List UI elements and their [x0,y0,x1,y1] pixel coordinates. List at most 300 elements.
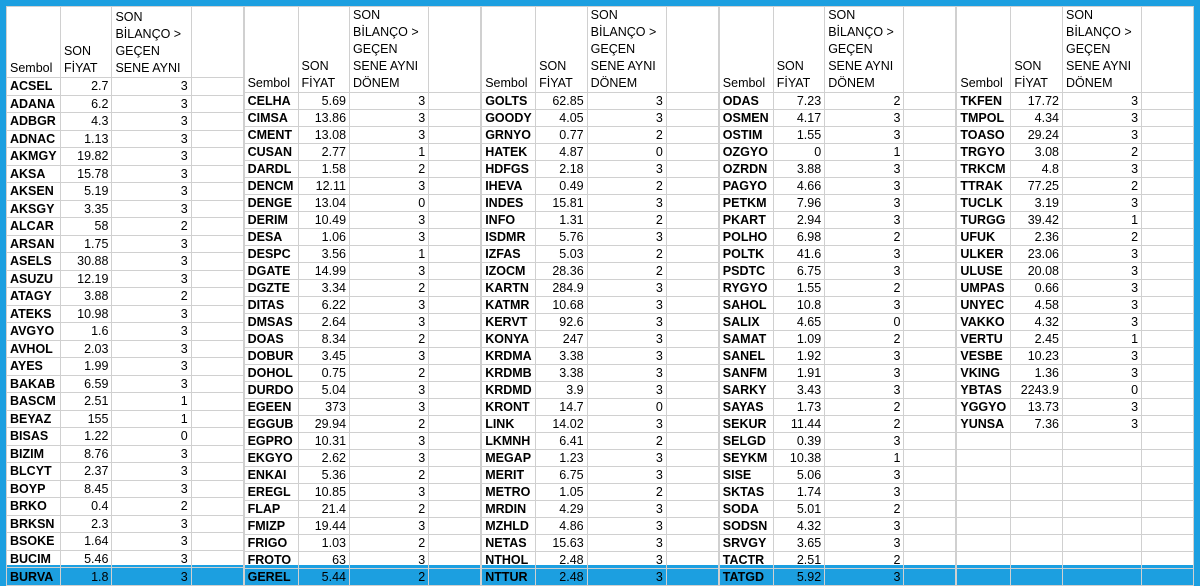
price-cell[interactable]: 10.68 [536,297,587,314]
price-cell[interactable]: 3.45 [298,348,349,365]
score-cell[interactable]: 3 [825,433,904,450]
symbol-cell[interactable]: ARSAN [7,235,61,253]
score-cell[interactable]: 2 [1062,144,1141,161]
price-cell[interactable]: 63 [298,552,349,569]
price-cell[interactable]: 41.6 [773,246,824,263]
symbol-cell[interactable]: CMENT [244,127,298,144]
score-cell[interactable]: 3 [825,297,904,314]
score-cell[interactable]: 2 [350,280,429,297]
score-cell[interactable]: 0 [587,144,666,161]
score-cell[interactable]: 3 [1062,297,1141,314]
score-cell[interactable] [1062,467,1141,484]
empty-cell[interactable] [666,195,718,212]
symbol-cell[interactable]: BRKO [7,498,61,516]
empty-cell[interactable] [904,450,956,467]
score-cell[interactable]: 2 [350,535,429,552]
score-cell[interactable]: 3 [350,297,429,314]
score-cell[interactable]: 2 [825,93,904,110]
empty-cell[interactable] [666,348,718,365]
empty-cell[interactable] [191,270,243,288]
symbol-cell[interactable]: BLCYT [7,463,61,481]
price-cell[interactable]: 10.8 [773,297,824,314]
price-cell[interactable]: 10.31 [298,433,349,450]
symbol-cell[interactable]: BRKSN [7,515,61,533]
price-cell[interactable]: 2.3 [60,515,111,533]
price-cell[interactable]: 2.45 [1011,331,1063,348]
empty-cell[interactable] [1142,246,1194,263]
symbol-cell[interactable]: KATMR [482,297,536,314]
price-cell[interactable]: 2.7 [60,78,111,96]
score-cell[interactable]: 3 [350,212,429,229]
price-cell[interactable]: 1.31 [536,212,587,229]
empty-cell[interactable] [1142,484,1194,501]
symbol-cell[interactable]: CIMSA [244,110,298,127]
score-cell[interactable]: 3 [1062,314,1141,331]
score-cell[interactable]: 3 [587,195,666,212]
symbol-cell[interactable]: SELGD [719,433,773,450]
symbol-cell[interactable]: SRVGY [719,535,773,552]
empty-cell[interactable] [904,93,956,110]
price-cell[interactable] [1011,501,1063,518]
price-cell[interactable]: 8.34 [298,331,349,348]
price-cell[interactable] [1011,552,1063,569]
symbol-cell[interactable]: DENCM [244,178,298,195]
symbol-cell[interactable]: KERVT [482,314,536,331]
empty-cell[interactable] [191,463,243,481]
empty-cell[interactable] [1142,569,1194,586]
symbol-cell[interactable]: GOLTS [482,93,536,110]
empty-cell[interactable] [666,365,718,382]
price-cell[interactable]: 58 [60,218,111,236]
symbol-cell[interactable]: OSTIM [719,127,773,144]
symbol-header[interactable]: Sembol [244,7,298,93]
symbol-cell[interactable]: HATEK [482,144,536,161]
score-cell[interactable]: 3 [350,433,429,450]
empty-cell[interactable] [666,467,718,484]
empty-cell[interactable] [904,518,956,535]
symbol-cell[interactable]: TMPOL [957,110,1011,127]
empty-cell[interactable] [666,501,718,518]
empty-cell[interactable] [1142,263,1194,280]
empty-cell[interactable] [1142,552,1194,569]
empty-cell[interactable] [1142,212,1194,229]
empty-cell[interactable] [1142,110,1194,127]
score-cell[interactable]: 1 [350,144,429,161]
symbol-cell[interactable]: OZRDN [719,161,773,178]
symbol-cell[interactable]: ATEKS [7,305,61,323]
empty-cell[interactable] [904,263,956,280]
symbol-cell[interactable]: OSMEN [719,110,773,127]
price-cell[interactable] [1011,569,1063,586]
empty-cell[interactable] [429,501,481,518]
empty-cell[interactable] [191,533,243,551]
score-cell[interactable]: 3 [1062,110,1141,127]
price-cell[interactable] [1011,433,1063,450]
empty-cell[interactable] [191,253,243,271]
price-cell[interactable]: 2.64 [298,314,349,331]
empty-cell[interactable] [1142,7,1194,93]
price-cell[interactable]: 14.99 [298,263,349,280]
score-cell[interactable]: 3 [1062,161,1141,178]
price-cell[interactable]: 4.05 [536,110,587,127]
price-cell[interactable]: 3.88 [773,161,824,178]
score-cell[interactable]: 3 [587,229,666,246]
score-cell[interactable]: 2 [587,246,666,263]
symbol-cell[interactable]: TUCLK [957,195,1011,212]
empty-cell[interactable] [429,246,481,263]
empty-cell[interactable] [666,416,718,433]
empty-cell[interactable] [1142,195,1194,212]
price-cell[interactable]: 2.36 [1011,229,1063,246]
score-cell[interactable]: 3 [1062,365,1141,382]
price-cell[interactable]: 3.9 [536,382,587,399]
score-cell[interactable]: 3 [350,314,429,331]
score-cell[interactable]: 0 [1062,382,1141,399]
empty-cell[interactable] [666,450,718,467]
symbol-cell[interactable]: AYES [7,358,61,376]
price-cell[interactable]: 2.37 [60,463,111,481]
empty-cell[interactable] [1142,433,1194,450]
score-cell[interactable]: 3 [112,340,191,358]
price-cell[interactable]: 5.69 [298,93,349,110]
price-cell[interactable]: 4.8 [1011,161,1063,178]
symbol-cell[interactable]: AKMGY [7,148,61,166]
price-cell[interactable]: 373 [298,399,349,416]
symbol-cell[interactable]: YBTAS [957,382,1011,399]
symbol-cell[interactable]: ASUZU [7,270,61,288]
price-cell[interactable]: 8.76 [60,445,111,463]
price-cell[interactable]: 1.73 [773,399,824,416]
price-cell[interactable]: 10.85 [298,484,349,501]
score-cell[interactable]: 3 [112,200,191,218]
empty-cell[interactable] [1142,297,1194,314]
price-cell[interactable]: 15.63 [536,535,587,552]
symbol-cell[interactable]: KARTN [482,280,536,297]
empty-cell[interactable] [904,144,956,161]
empty-cell[interactable] [429,365,481,382]
empty-cell[interactable] [429,195,481,212]
empty-cell[interactable] [429,127,481,144]
price-cell[interactable]: 8.45 [60,480,111,498]
symbol-cell[interactable]: GOODY [482,110,536,127]
symbol-cell[interactable]: EREGL [244,484,298,501]
comparison-header[interactable]: SON BİLANÇO > GEÇEN SENE AYNI DÖNEM [1062,7,1141,93]
empty-cell[interactable] [666,518,718,535]
symbol-cell[interactable]: MZHLD [482,518,536,535]
symbol-cell[interactable]: TACTR [719,552,773,569]
empty-cell[interactable] [1142,382,1194,399]
price-cell[interactable]: 92.6 [536,314,587,331]
symbol-cell[interactable]: DARDL [244,161,298,178]
score-cell[interactable]: 2 [350,416,429,433]
score-cell[interactable]: 3 [587,110,666,127]
empty-cell[interactable] [429,297,481,314]
price-cell[interactable]: 13.86 [298,110,349,127]
symbol-cell[interactable]: PSDTC [719,263,773,280]
symbol-cell[interactable]: BEYAZ [7,410,61,428]
score-cell[interactable]: 2 [1062,178,1141,195]
score-cell[interactable]: 3 [112,78,191,96]
symbol-cell[interactable]: LINK [482,416,536,433]
price-cell[interactable]: 19.44 [298,518,349,535]
empty-cell[interactable] [429,263,481,280]
symbol-cell[interactable]: DERIM [244,212,298,229]
empty-cell[interactable] [429,535,481,552]
score-cell[interactable]: 2 [1062,229,1141,246]
symbol-cell[interactable]: SAMAT [719,331,773,348]
symbol-cell[interactable]: BIZIM [7,445,61,463]
score-cell[interactable]: 3 [1062,127,1141,144]
price-header[interactable]: SON FİYAT [298,7,349,93]
empty-cell[interactable] [191,78,243,96]
score-cell[interactable]: 2 [587,433,666,450]
price-cell[interactable]: 17.72 [1011,93,1063,110]
price-header[interactable]: SON FİYAT [536,7,587,93]
symbol-cell[interactable]: ODAS [719,93,773,110]
score-cell[interactable]: 0 [112,428,191,446]
symbol-cell[interactable]: INFO [482,212,536,229]
symbol-cell[interactable]: KRDMA [482,348,536,365]
score-cell[interactable]: 2 [112,288,191,306]
symbol-cell[interactable]: SANFM [719,365,773,382]
score-cell[interactable]: 2 [587,178,666,195]
score-cell[interactable]: 3 [350,399,429,416]
price-cell[interactable]: 1.13 [60,130,111,148]
price-cell[interactable]: 4.29 [536,501,587,518]
empty-cell[interactable] [904,161,956,178]
symbol-cell[interactable]: SKTAS [719,484,773,501]
score-cell[interactable]: 0 [825,314,904,331]
symbol-cell[interactable]: ATAGY [7,288,61,306]
price-cell[interactable]: 1.05 [536,484,587,501]
price-cell[interactable]: 29.24 [1011,127,1063,144]
score-cell[interactable]: 3 [825,110,904,127]
empty-cell[interactable] [666,144,718,161]
empty-cell[interactable] [904,212,956,229]
empty-cell[interactable] [429,93,481,110]
symbol-cell[interactable]: FRIGO [244,535,298,552]
price-cell[interactable]: 2.62 [298,450,349,467]
score-cell[interactable]: 3 [112,550,191,568]
score-cell[interactable]: 3 [587,450,666,467]
price-cell[interactable]: 6.41 [536,433,587,450]
empty-cell[interactable] [1142,93,1194,110]
price-cell[interactable]: 6.22 [298,297,349,314]
symbol-cell[interactable]: SISE [719,467,773,484]
symbol-cell[interactable]: TTRAK [957,178,1011,195]
empty-cell[interactable] [904,484,956,501]
price-cell[interactable]: 7.23 [773,93,824,110]
symbol-cell[interactable]: CELHA [244,93,298,110]
empty-cell[interactable] [1142,518,1194,535]
score-cell[interactable]: 3 [1062,195,1141,212]
score-cell[interactable]: 3 [587,416,666,433]
score-cell[interactable]: 3 [587,501,666,518]
symbol-cell[interactable]: ULKER [957,246,1011,263]
symbol-cell[interactable]: NTHOL [482,552,536,569]
price-cell[interactable]: 1.99 [60,358,111,376]
price-cell[interactable]: 3.35 [60,200,111,218]
price-cell[interactable]: 30.88 [60,253,111,271]
symbol-cell[interactable]: SALIX [719,314,773,331]
score-cell[interactable]: 3 [825,212,904,229]
price-cell[interactable]: 4.87 [536,144,587,161]
price-cell[interactable]: 0.66 [1011,280,1063,297]
empty-cell[interactable] [191,393,243,411]
score-cell[interactable]: 3 [1062,348,1141,365]
symbol-cell[interactable]: VERTU [957,331,1011,348]
score-cell[interactable]: 3 [587,535,666,552]
empty-cell[interactable] [666,161,718,178]
score-cell[interactable]: 3 [350,263,429,280]
symbol-cell[interactable]: UFUK [957,229,1011,246]
symbol-cell[interactable]: YUNSA [957,416,1011,433]
empty-cell[interactable] [191,235,243,253]
symbol-cell[interactable]: ADANA [7,95,61,113]
price-cell[interactable]: 10.38 [773,450,824,467]
price-cell[interactable]: 12.19 [60,270,111,288]
empty-cell[interactable] [191,568,243,586]
empty-cell[interactable] [429,331,481,348]
price-header[interactable]: SON FİYAT [60,7,111,78]
symbol-cell[interactable]: TRKCM [957,161,1011,178]
price-cell[interactable]: 14.02 [536,416,587,433]
symbol-cell[interactable]: ADBGR [7,113,61,131]
empty-cell[interactable] [1142,127,1194,144]
score-cell[interactable]: 3 [1062,246,1141,263]
empty-cell[interactable] [429,144,481,161]
score-cell[interactable]: 3 [112,305,191,323]
score-cell[interactable]: 3 [587,161,666,178]
symbol-cell[interactable]: ADNAC [7,130,61,148]
price-cell[interactable]: 3.08 [1011,144,1063,161]
price-cell[interactable]: 3.38 [536,365,587,382]
score-cell[interactable] [1062,501,1141,518]
symbol-cell[interactable]: DENGE [244,195,298,212]
score-cell[interactable]: 3 [825,569,904,586]
score-cell[interactable]: 0 [350,195,429,212]
empty-cell[interactable] [191,410,243,428]
symbol-cell[interactable]: HDFGS [482,161,536,178]
empty-cell[interactable] [191,305,243,323]
price-cell[interactable]: 4.32 [773,518,824,535]
empty-cell[interactable] [1142,331,1194,348]
empty-cell[interactable] [429,450,481,467]
price-cell[interactable]: 1.03 [298,535,349,552]
symbol-header[interactable]: Sembol [7,7,61,78]
symbol-cell[interactable]: VKING [957,365,1011,382]
price-cell[interactable]: 11.44 [773,416,824,433]
score-cell[interactable]: 3 [112,113,191,131]
symbol-cell[interactable]: IZOCM [482,263,536,280]
symbol-cell[interactable]: NETAS [482,535,536,552]
empty-cell[interactable] [904,467,956,484]
score-cell[interactable]: 3 [587,552,666,569]
symbol-cell[interactable]: PETKM [719,195,773,212]
empty-cell[interactable] [1142,229,1194,246]
price-cell[interactable]: 5.19 [60,183,111,201]
symbol-cell[interactable]: TKFEN [957,93,1011,110]
symbol-cell[interactable]: ACSEL [7,78,61,96]
score-cell[interactable]: 3 [587,382,666,399]
empty-cell[interactable] [1142,501,1194,518]
empty-cell[interactable] [429,467,481,484]
symbol-cell[interactable]: BUCIM [7,550,61,568]
empty-cell[interactable] [191,200,243,218]
price-cell[interactable]: 5.01 [773,501,824,518]
symbol-cell[interactable]: AKSEN [7,183,61,201]
score-cell[interactable]: 3 [587,348,666,365]
score-cell[interactable]: 3 [825,178,904,195]
price-cell[interactable]: 3.34 [298,280,349,297]
empty-cell[interactable] [666,297,718,314]
price-cell[interactable]: 2243.9 [1011,382,1063,399]
score-cell[interactable]: 2 [350,467,429,484]
symbol-header[interactable]: Sembol [957,7,1011,93]
score-cell[interactable]: 3 [587,467,666,484]
price-cell[interactable]: 10.98 [60,305,111,323]
empty-cell[interactable] [429,399,481,416]
symbol-cell[interactable]: IZFAS [482,246,536,263]
comparison-header[interactable]: SON BİLANÇO > GEÇEN SENE AYNI DÖNEM [825,7,904,93]
price-cell[interactable]: 23.06 [1011,246,1063,263]
empty-cell[interactable] [191,113,243,131]
empty-cell[interactable] [191,7,243,78]
score-cell[interactable]: 3 [112,323,191,341]
score-cell[interactable]: 2 [825,416,904,433]
score-cell[interactable]: 3 [587,297,666,314]
score-cell[interactable]: 3 [587,331,666,348]
price-cell[interactable]: 3.19 [1011,195,1063,212]
empty-cell[interactable] [191,340,243,358]
symbol-cell[interactable]: BASCM [7,393,61,411]
score-cell[interactable]: 3 [1062,93,1141,110]
empty-cell[interactable] [1142,348,1194,365]
empty-cell[interactable] [904,331,956,348]
symbol-cell[interactable]: YGGYO [957,399,1011,416]
score-cell[interactable]: 3 [825,484,904,501]
score-cell[interactable] [1062,552,1141,569]
empty-cell[interactable] [666,399,718,416]
score-cell[interactable]: 2 [350,365,429,382]
price-cell[interactable] [1011,484,1063,501]
symbol-header[interactable]: Sembol [482,7,536,93]
symbol-cell[interactable]: ISDMR [482,229,536,246]
score-cell[interactable]: 2 [350,161,429,178]
score-cell[interactable]: 3 [825,263,904,280]
symbol-cell[interactable]: DGZTE [244,280,298,297]
empty-cell[interactable] [666,212,718,229]
price-cell[interactable]: 0 [773,144,824,161]
empty-cell[interactable] [429,161,481,178]
empty-cell[interactable] [191,358,243,376]
price-cell[interactable]: 0.39 [773,433,824,450]
empty-cell[interactable] [666,331,718,348]
price-cell[interactable]: 2.48 [536,569,587,586]
empty-cell[interactable] [1142,161,1194,178]
price-cell[interactable] [1011,518,1063,535]
empty-cell[interactable] [1142,416,1194,433]
empty-cell[interactable] [191,445,243,463]
score-cell[interactable]: 3 [350,93,429,110]
empty-cell[interactable] [904,229,956,246]
symbol-cell[interactable]: FLAP [244,501,298,518]
symbol-cell[interactable] [957,433,1011,450]
empty-cell[interactable] [666,127,718,144]
score-cell[interactable]: 3 [825,348,904,365]
symbol-cell[interactable]: DESA [244,229,298,246]
symbol-cell[interactable]: PAGYO [719,178,773,195]
